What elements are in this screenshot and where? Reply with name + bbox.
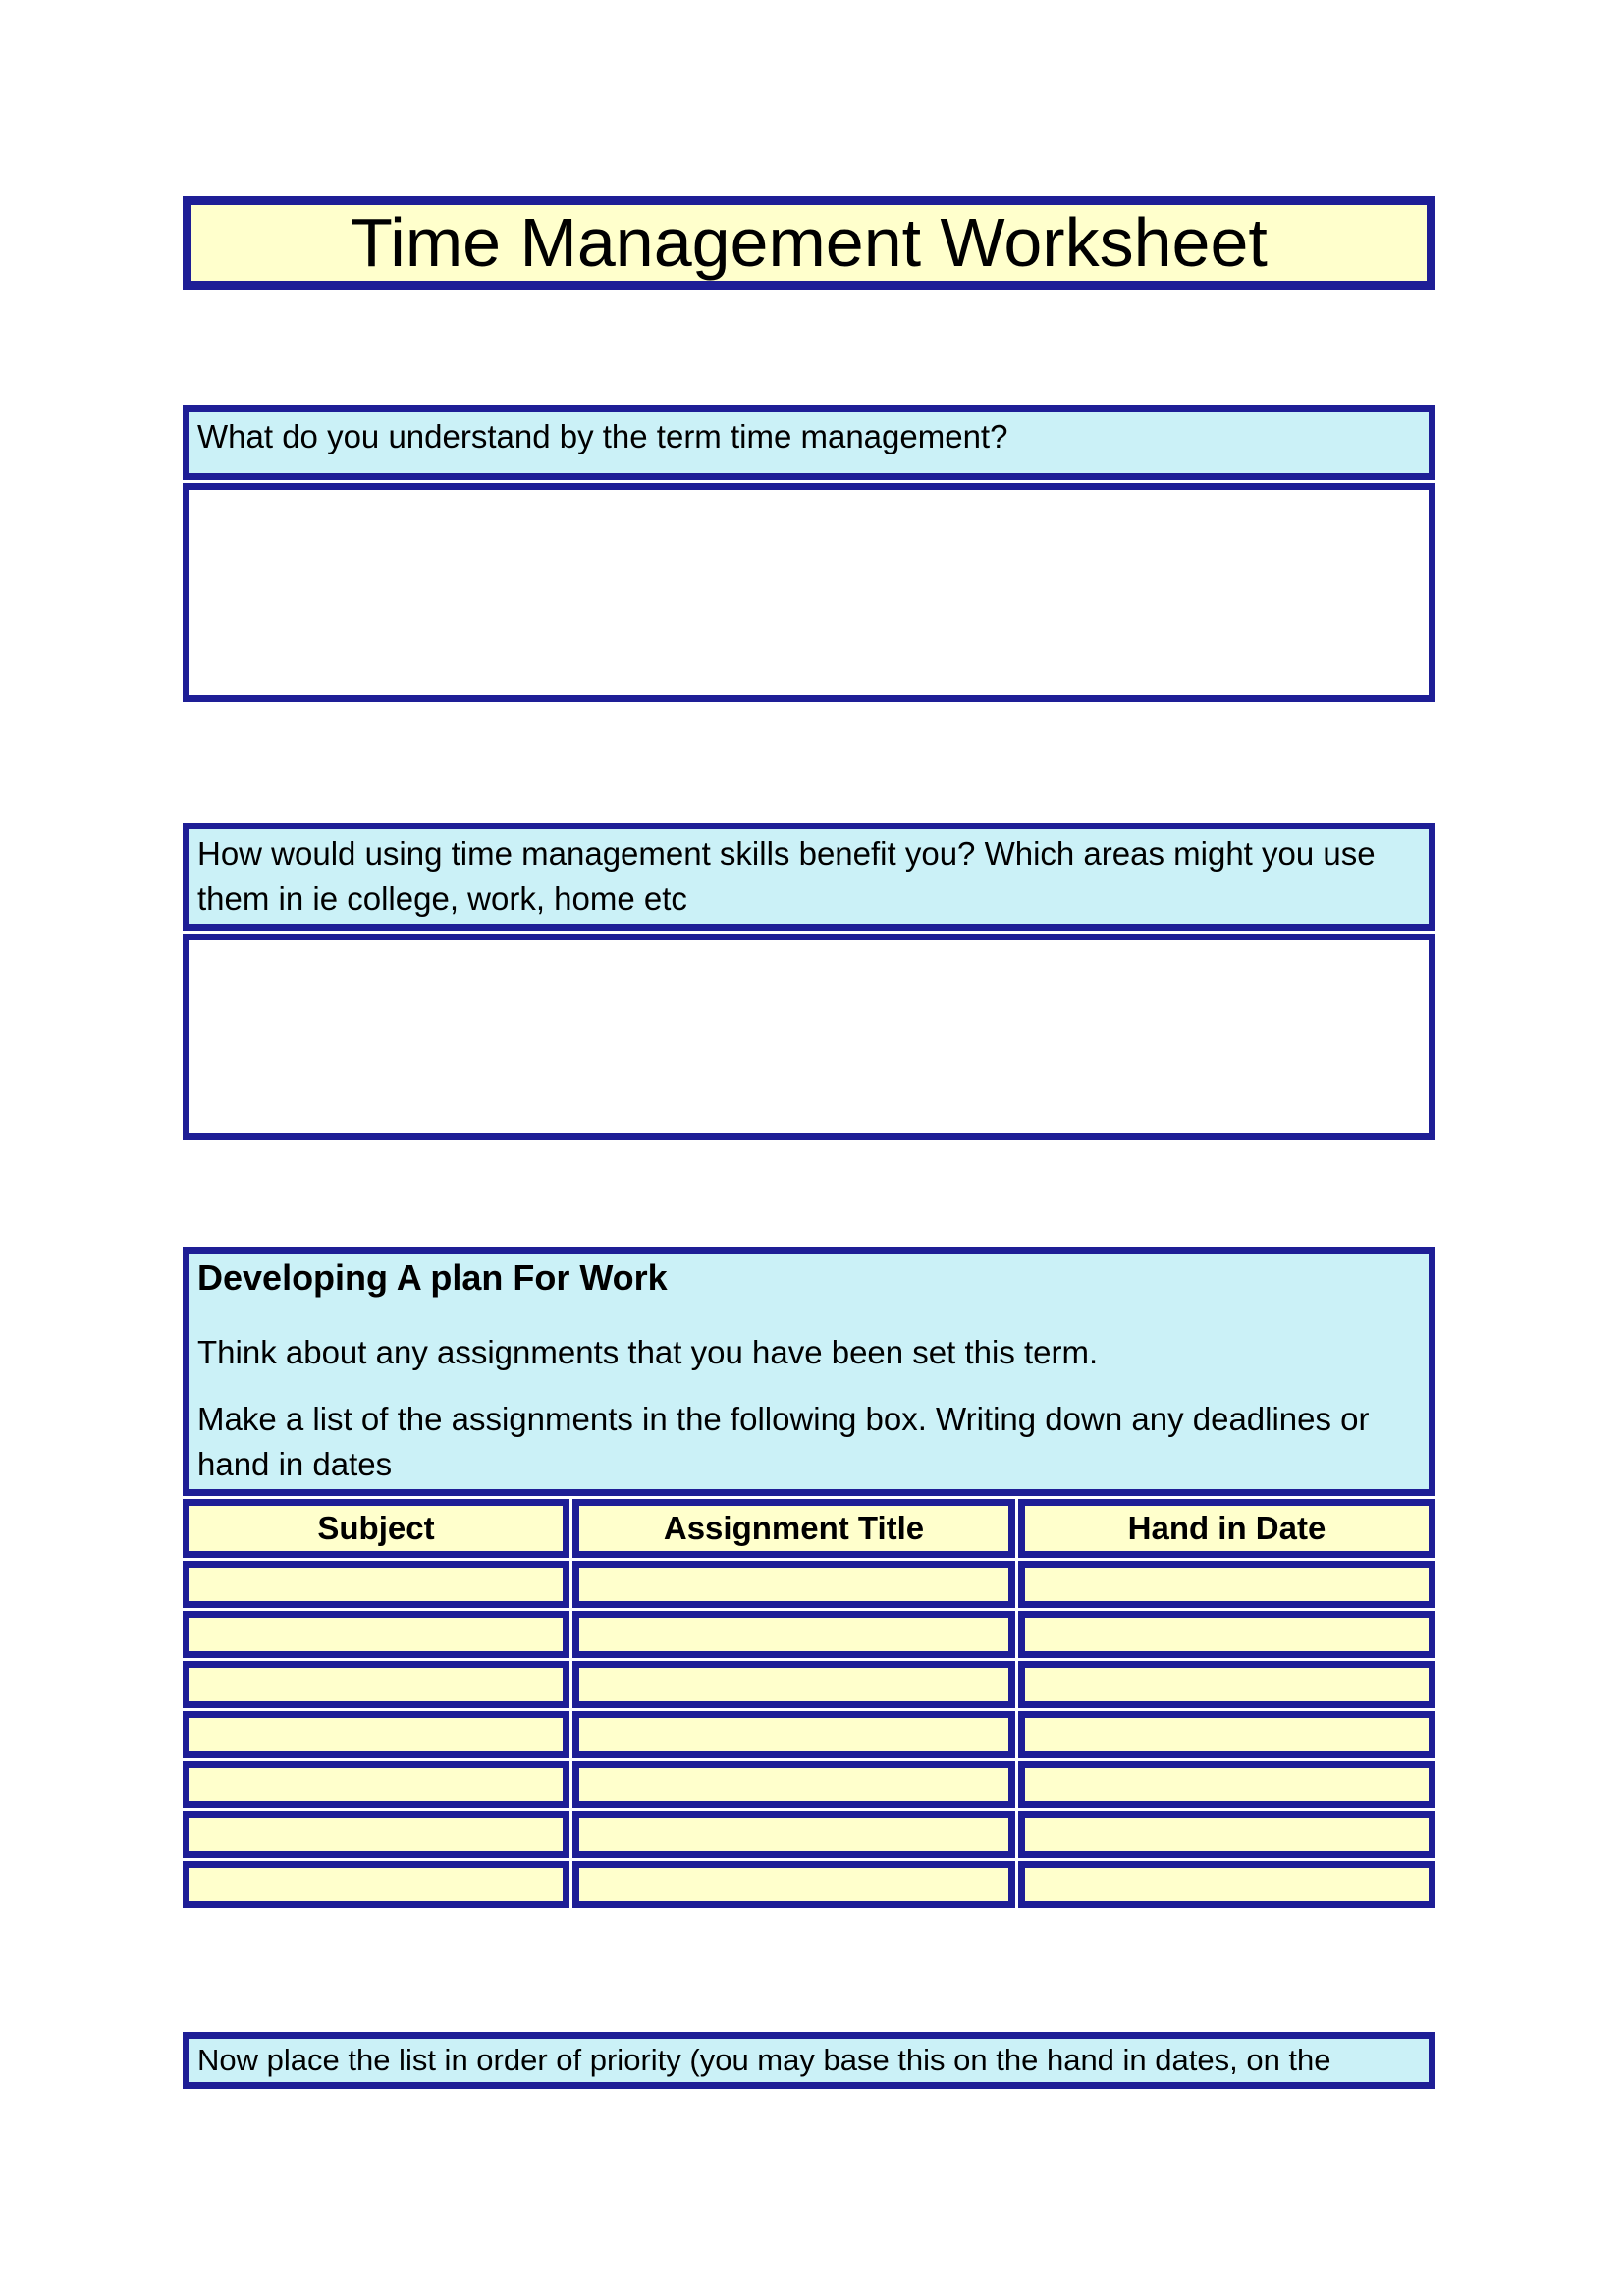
assignment-row [183, 1611, 1435, 1658]
assignments-table-body [183, 1561, 1435, 1908]
assignment-cell[interactable] [1018, 1861, 1435, 1908]
question1-box [180, 402, 1438, 705]
assignment-cell[interactable] [183, 1761, 569, 1808]
assignment-cell[interactable] [572, 1811, 1015, 1858]
page-title: Time Management Worksheet [183, 196, 1435, 290]
assignment-cell[interactable] [572, 1761, 1015, 1808]
question2-answer-row [183, 934, 1435, 1140]
assignment-row [183, 1661, 1435, 1708]
assignment-cell[interactable] [183, 1861, 569, 1908]
assignment-cell[interactable] [1018, 1611, 1435, 1658]
column-header-hand-in-date: Hand in Date [1018, 1499, 1435, 1558]
plan-section-heading: Developing A plan For Work [197, 1257, 668, 1298]
plan-paragraph-1: Think about any assignments that you have been set this term. [197, 1334, 1099, 1370]
question2-prompt-row [183, 823, 1435, 931]
priority-box [180, 2029, 1438, 2092]
plan-intro-row [183, 1247, 1435, 1496]
assignment-cell[interactable] [1018, 1661, 1435, 1708]
assignment-cell[interactable] [572, 1711, 1015, 1758]
question2-box [180, 820, 1438, 1143]
priority-prompt-row [183, 2032, 1435, 2089]
assignment-row [183, 1561, 1435, 1608]
assignment-cell[interactable] [183, 1811, 569, 1858]
assignment-cell[interactable] [183, 1711, 569, 1758]
question1-prompt-row [183, 405, 1435, 480]
column-header-subject: Subject [183, 1499, 569, 1558]
priority-prompt: Now place the list in order of priority (you may base this on the hand in dates, on the [183, 2032, 1435, 2089]
assignment-row [183, 1711, 1435, 1758]
assignment-cell[interactable] [1018, 1711, 1435, 1758]
plan-paragraph-2: Make a list of the assignments in the following box. Writing down any deadlines or hand in dates [197, 1401, 1370, 1482]
assignment-cell[interactable] [1018, 1761, 1435, 1808]
question1-answer-area[interactable] [183, 483, 1435, 702]
question2-answer-area[interactable] [183, 934, 1435, 1140]
question2-prompt: How would using time management skills benefit you? Which areas might you use them in ie college, work, home etc [183, 823, 1435, 931]
assignment-cell[interactable] [183, 1661, 569, 1708]
assignment-cell[interactable] [572, 1611, 1015, 1658]
assignment-row [183, 1861, 1435, 1908]
question1-answer-row [183, 483, 1435, 702]
column-header-assignment-title: Assignment Title [572, 1499, 1015, 1558]
assignment-cell[interactable] [572, 1661, 1015, 1708]
question1-prompt: What do you understand by the term time management? [183, 405, 1435, 480]
assignment-cell[interactable] [1018, 1811, 1435, 1858]
assignment-cell[interactable] [572, 1861, 1015, 1908]
assignment-row [183, 1761, 1435, 1808]
assignments-table [180, 1244, 1438, 1911]
plan-intro-cell [183, 1247, 1435, 1496]
assignment-row [183, 1811, 1435, 1858]
assignment-cell[interactable] [183, 1561, 569, 1608]
assignment-cell[interactable] [183, 1611, 569, 1658]
assignments-header-row [183, 1499, 1435, 1558]
assignment-cell[interactable] [1018, 1561, 1435, 1608]
assignment-cell[interactable] [572, 1561, 1015, 1608]
